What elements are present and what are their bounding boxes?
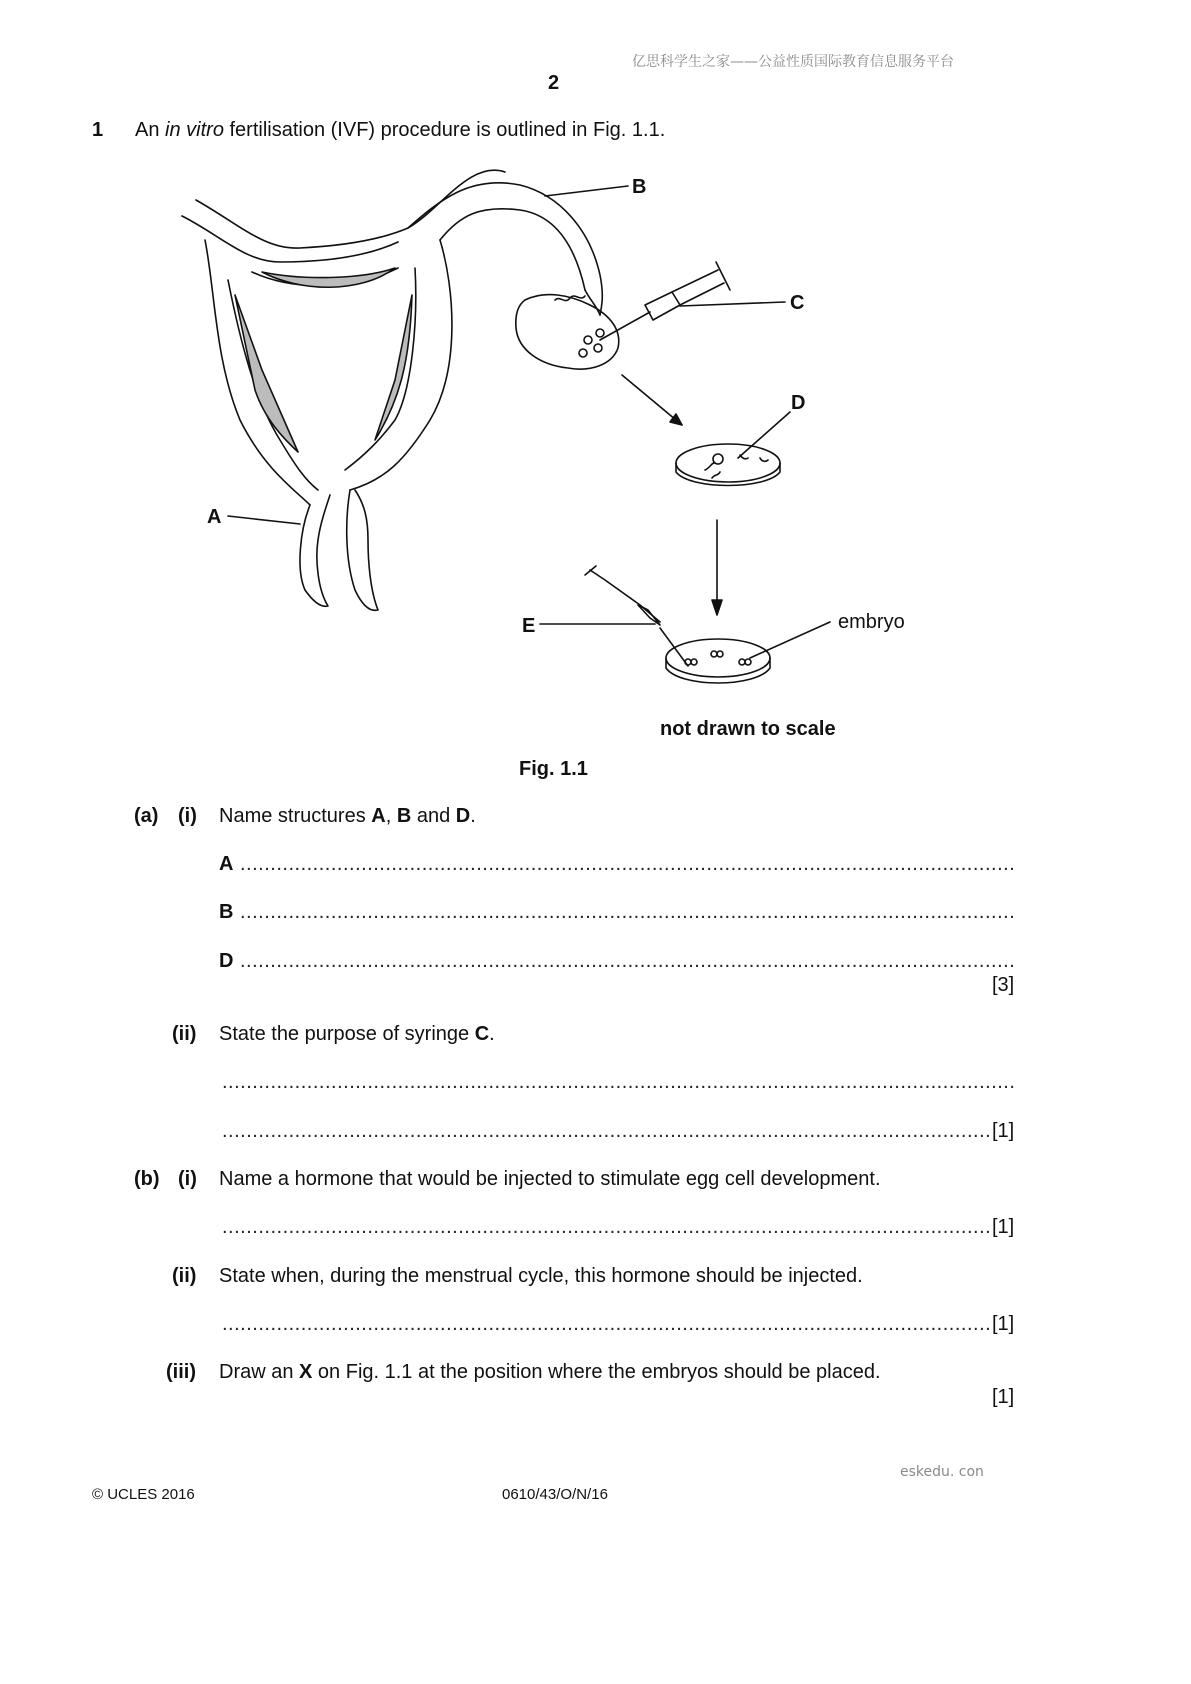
answer-line-a-ii-2[interactable] [222,1120,992,1143]
cervix-right [347,490,378,610]
leader-d [738,412,790,458]
answer-line-d[interactable] [240,950,1015,973]
oviduct-inner [440,209,585,290]
a-ii-text: State the purpose of syringe [219,1023,475,1045]
part-b-iii-label: (iii) [166,1361,196,1383]
right-wall-shade [375,295,412,440]
marks-b-i: [1] [992,1216,1015,1238]
follicle [594,344,602,352]
part-a-i-question [219,805,476,828]
embryo-cell [745,659,751,665]
leader-embryo [750,622,830,658]
marks-a-ii: [1] [992,1120,1015,1142]
part-a-ii-label: (ii) [172,1023,197,1045]
a-i-bold-d: D [455,805,471,827]
marks-b-ii: [1] [992,1313,1015,1335]
marks-b-iii: [1] [992,1386,1015,1408]
part-b-i-label: (i) [178,1168,197,1190]
follicle [596,329,604,337]
a-i-bold-b: B [396,805,412,827]
petri-dish-d [676,444,780,482]
follicle [584,336,592,344]
part-b-ii-label: (ii) [172,1265,197,1287]
embryo-cell [711,651,717,657]
a-i-and: and [411,805,456,827]
header-watermark: 亿思科学生之家——公益性质国际教育信息服务平台 [632,54,954,70]
part-a-label: (a) [134,805,159,827]
a-i-sep: , [385,805,397,827]
embryo-cell [691,659,697,665]
syringe-e-barrel [638,605,660,625]
part-b-ii-question: State when, during the menstrual cycle, this hormone should be injected. [219,1265,863,1287]
follicle [579,349,587,357]
a-ii-end: . [489,1023,495,1045]
leader-b [545,186,628,196]
intro-text-italic: in vitro [165,119,224,141]
intro-text-post: fertilisation (IVF) procedure is outlined in Fig. 1.1. [223,119,666,141]
marks-a-i: [3] [992,974,1015,996]
endometrium-top [262,268,395,287]
answer-line-b-i[interactable] [222,1216,992,1239]
label-d: D [791,392,806,414]
part-b-iii-question [219,1361,881,1384]
answer-label-a: A [219,853,234,875]
label-c: C [790,292,805,314]
arrow-head-down [712,600,722,615]
page-number: 2 [548,72,560,94]
part-a-ii-question [219,1023,495,1046]
leader-c [680,302,785,306]
a-ii-bold-c: C [474,1023,490,1045]
embryo-dish-base [666,658,770,683]
cervix-left [300,495,330,606]
uterus-fundus-inner [182,216,398,262]
uterus-fundus-outer [196,170,505,248]
b-iii-text-post: on Fig. 1.1 at the position where the embryos should be placed. [312,1361,881,1383]
b-iii-bold-x: X [299,1361,313,1383]
part-b-i-question: Name a hormone that would be injected to stimulate egg cell development. [219,1168,881,1190]
syringe-e-body [590,570,660,622]
part-b-label: (b) [134,1168,160,1190]
intro-text-pre: An [135,119,166,141]
label-a: A [207,506,222,528]
sperm-cells [705,455,768,478]
answer-label-b: B [219,901,234,923]
answer-label-d: D [219,950,234,972]
b-iii-text-pre: Draw an [219,1361,300,1383]
answer-line-b[interactable] [240,901,1015,924]
embryo-cell [739,659,745,665]
leader-a [228,516,300,524]
oviduct-outer [408,183,602,315]
right-wall-inner [345,268,416,470]
label-e: E [522,615,536,637]
footer-copyright: © UCLES 2016 [92,1486,195,1503]
label-embryo: embryo [838,611,905,633]
answer-line-a-ii-1[interactable] [222,1071,1015,1094]
label-b: B [632,176,647,198]
syringe-c-barrel [645,292,680,320]
part-a-i-label: (i) [178,805,197,827]
syringe-c-body [672,270,724,305]
figure-note: not drawn to scale [660,718,836,740]
question-number: 1 [92,119,104,141]
a-i-end: . [470,805,476,827]
answer-line-b-ii[interactable] [222,1313,992,1336]
answer-line-a[interactable] [240,853,1015,876]
footer-site: eskedu. con [900,1464,984,1480]
a-i-bold-a: A [371,805,386,827]
footer-code: 0610/43/O/N/16 [502,1486,608,1503]
oviduct-end [585,290,600,315]
figure-caption: Fig. 1.1 [519,758,588,780]
a-i-text: Name structures [219,805,372,827]
embryo-cell [717,651,723,657]
ivf-figure [0,0,1191,820]
